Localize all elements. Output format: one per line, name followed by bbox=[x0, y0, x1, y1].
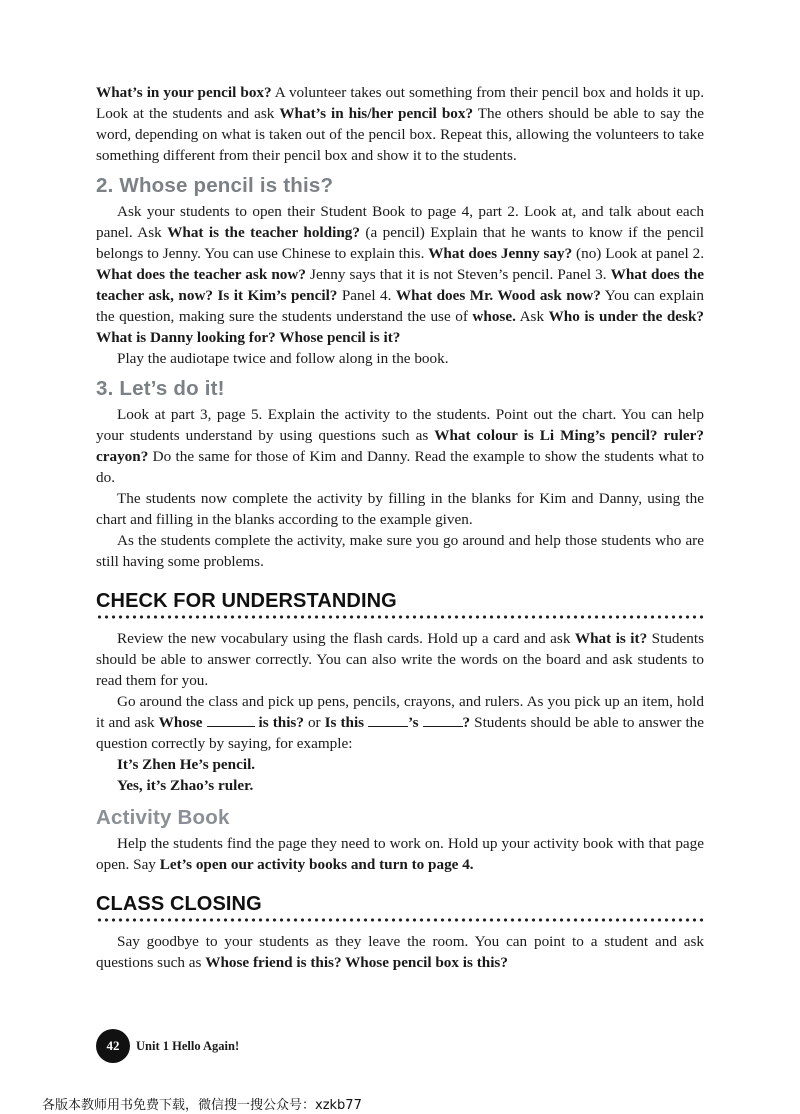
section-heading-lets-do-it: 3. Let’s do it! bbox=[96, 377, 225, 400]
activity-book-paragraph: Help the students find the page they need to work on. Hold up your activity book with that page open. Say Let’s open our activity books and turn to page 4. bbox=[96, 835, 704, 873]
lets-do-it-paragraph-1: Look at part 3, page 5. Explain the activity to the students. Point out the chart. You can help your students understand by using questions such as What colour is Li Ming’s pencil? ruler? crayon? Do the same for those of Kim and Danny. Read the example to show the students what to do. bbox=[96, 406, 705, 486]
intro-paragraph: What’s in your pencil box? A volunteer takes out something from their pencil box and holds it up. Look at the students and ask What’s in his/her pencil box? The others should be able to say the word, depending on what is taken out of the pencil box. Repeat this, allowing the volunteers to take something different from their pencil box and show it to the students. bbox=[96, 84, 704, 164]
check-paragraph-2: Go around the class and pick up pens, pencils, crayons, and rulers. As you pick up an item, hold it and ask Whose is this? or Is this ’s ? Students should be able to answer the question correctly by saying, for example: bbox=[96, 693, 705, 752]
page-content bbox=[96, 82, 704, 973]
example-answer-2: Yes, it’s Zhao’s ruler. bbox=[117, 777, 254, 794]
watermark-text: 各版本教师用书免费下载，微信搜一搜公众号：xzkb77 bbox=[42, 1098, 362, 1113]
class-closing-title: CLASS CLOSING bbox=[96, 893, 262, 915]
unit-title: Unit 1 Hello Again! bbox=[136, 1038, 240, 1053]
lets-do-it-paragraph-2: The students now complete the activity by filling in the blanks for Kim and Danny, using the chart and filling in the blanks according to the example given. bbox=[96, 490, 704, 528]
page-number-badge: 42 bbox=[96, 1029, 130, 1063]
fill-in-blank bbox=[423, 714, 463, 727]
lets-do-it-paragraph-3: As the students complete the activity, make sure you go around and help those students who are still having some problems. bbox=[96, 532, 704, 570]
audiotape-paragraph: Play the audiotape twice and follow along in the book. bbox=[117, 350, 449, 367]
fill-in-blank bbox=[207, 714, 255, 727]
class-closing-paragraph: Say goodbye to your students as they leave the room. You can point to a student and ask questions such as Whose friend is this? Whose pencil box is this? bbox=[96, 933, 704, 971]
activity-book-heading: Activity Book bbox=[96, 806, 230, 829]
dotted-divider bbox=[96, 917, 704, 923]
example-answer-1: It’s Zhen He’s pencil. bbox=[117, 756, 256, 773]
dotted-divider bbox=[96, 614, 704, 620]
check-for-understanding-title: CHECK FOR UNDERSTANDING bbox=[96, 590, 397, 612]
fill-in-blank bbox=[368, 714, 408, 727]
page-footer bbox=[96, 1029, 239, 1063]
whose-pencil-paragraph: Ask your students to open their Student Book to page 4, part 2. Look at, and talk about each panel. Ask What is the teacher holding? (a pencil) Explain that he wants to know if the pencil belongs to Jenny. You can use Chinese to explain this. What does Jenny say? (no) Look at panel 2. What does the teacher ask now? Jenny says that it is not Steven’s pencil. Panel 3. What does the teacher ask, now? Is it Kim’s pencil? Panel 4. What does Mr. Wood ask now? You can explain the question, making sure the students understand the use of whose. Ask Who is under the desk? What is Danny looking for? Whose pencil is it? bbox=[96, 203, 705, 346]
check-paragraph-1: Review the new vocabulary using the flash cards. Hold up a card and ask What is it? Students should be able to answer correctly. You can also write the words on the board and ask students to read them for you. bbox=[96, 630, 704, 689]
section-heading-whose-pencil: 2. Whose pencil is this? bbox=[96, 174, 334, 197]
check-for-understanding-header bbox=[96, 590, 704, 620]
class-closing-header bbox=[96, 893, 704, 923]
